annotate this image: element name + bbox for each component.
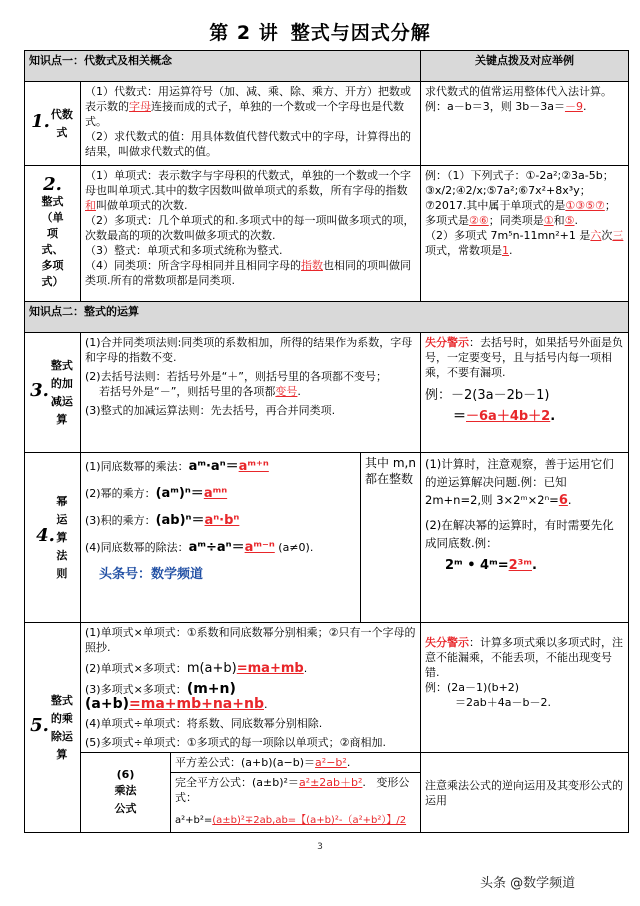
section-1-title: 知识点一：代数式及相关概念 — [25, 51, 421, 82]
row-2-line-3: （3）整式：单项式和多项式统称为整式. — [85, 244, 283, 257]
section-2-title: 知识点二：整式的运算 — [25, 302, 629, 333]
row-multiply-divide — [25, 623, 629, 753]
row-3-answer: ＝－6a＋4b＋2. — [453, 409, 556, 424]
row-4-tip-1: (1)计算时，注意观察，善于运用它们的逆运算解决问题.例：已知 2m+n=2,则 3×2ᵐ×2ⁿ=6. — [425, 457, 614, 508]
row-4-tip — [421, 453, 629, 623]
row-4-tip-2-example: 2ᵐ • 4ᵐ=2³ᵐ. — [445, 558, 537, 573]
row-4-rule-2: (2)幂的乘方：(aᵐ)ⁿ＝aᵐⁿ — [85, 486, 228, 501]
row-5-name: 整式的乘除运算 — [50, 693, 73, 761]
row-1-tip — [421, 82, 629, 166]
row-2-line-1: （1）单项式：表示数字与字母积的代数式，单独的一个数或一个字母也叫单项式.其中的数字因数叫做单项式的系数，所有字母的指数和叫做单项式的次数. — [85, 169, 411, 212]
row-3-name: 整式的加减运算 — [50, 358, 73, 426]
row-5-tip — [421, 623, 629, 753]
row-4-rule-3: (3)积的乘方：(ab)ⁿ＝aⁿ·bⁿ — [85, 513, 240, 528]
row-1-label — [25, 82, 81, 166]
formula-name: 乘法公式 — [114, 784, 137, 815]
section-1-tip-header: 关键点拨及对应举例 — [421, 51, 629, 82]
row-1-number: 1. — [31, 110, 50, 132]
row-4-label — [25, 453, 81, 623]
row-3-example: 例：－2(3a－2b－1) — [425, 388, 550, 403]
row-2-tip — [421, 166, 629, 302]
row-5-rule-2: (2)单项式×多项式：m(a+b)=ma+mb. — [85, 661, 308, 676]
row-4-name: 幂运算法则 — [56, 494, 68, 580]
row-add-subtract — [25, 333, 629, 453]
row-5-rule-4: (4)单项式÷单项式：将系数、同底数幂分别相除. — [85, 717, 323, 730]
row-4-content — [81, 453, 361, 623]
row-3-content — [81, 333, 421, 453]
formula-difference-of-squares: 平方差公式：(a+b)(a−b)＝a²−b². — [171, 753, 420, 773]
formula-number: (6) — [116, 768, 135, 781]
row-polynomial — [25, 166, 629, 302]
row-3-line-3: 若括号外是“－”，则括号里的各项都变号. — [99, 385, 301, 398]
row-3-line-4: (3)整式的加减运算法则：先去括号，再合并同类项. — [85, 404, 336, 417]
row-5-rule-5: (5)多项式÷单项式：①多项式的每一项除以单项式；②商相加. — [85, 736, 387, 749]
row-3-number: 3. — [30, 379, 49, 401]
knowledge-table — [24, 50, 629, 833]
row-2-example-2: （2）多项式 7m⁵n-11mn²+1 是六次三项式，常数项是1. — [425, 229, 624, 257]
row-5-label — [25, 623, 81, 833]
row-5-answer: ＝2ab＋4a－b－2. — [455, 696, 551, 709]
row-power-rules — [25, 453, 629, 623]
formula-label — [81, 753, 171, 833]
formula-content — [171, 753, 421, 833]
row-2-line-4: （4）同类项：所含字母相同并且相同字母的指数也相同的项叫做同类项.所有的常数项都是同类项. — [85, 259, 411, 287]
row-2-number: 2. — [43, 174, 62, 195]
page-number: 3 — [317, 842, 323, 852]
row-1-line-1: （1）代数式：用运算符号（加、减、乘、除、乘方、开方）把数或表示数的字母连接而成的式子，单独的一个数或一个字母也是代数式。 — [85, 85, 411, 128]
row-algebraic-expression — [25, 82, 629, 166]
row-1-name: 代数式 — [50, 107, 73, 139]
row-4-rule-4: (4)同底数幂的除法：aᵐ÷aⁿ＝aᵐ⁻ⁿ (a≠0). — [85, 540, 314, 555]
row-3-label — [25, 333, 81, 453]
row-3-line-2: (2)去括号法则：若括号外是“＋”，则括号里的各项都不变号； — [85, 370, 387, 383]
row-1-example: 例：a－b＝3，则 3b－3a＝－9. — [425, 100, 587, 113]
row-1-tip-text: 求代数式的值常运用整体代入法计算。 — [425, 85, 612, 98]
row-1-content — [81, 82, 421, 166]
page-title — [0, 18, 640, 45]
row-4-tip-2: (2)在解决幂的运算时，有时需要先化成同底数.例： — [425, 518, 614, 550]
row-2-label — [25, 166, 81, 302]
section-1-header — [25, 51, 629, 82]
row-4-number: 4. — [36, 524, 55, 546]
section-2-header — [25, 302, 629, 333]
row-2-example-1: 例：（1）下列式子：①-2a²;②3a-5b；③x/2;④2/x;⑤7a²;⑥7x²+8x³y；⑦2017.其中属于单项式的是①③⑤⑦；多项式是②⑥；同类项是①和⑤. — [425, 169, 616, 227]
row-5-rule-1: (1)单项式×单项式：①系数和同底数幂分别相乘；②只有一个字母的照抄. — [85, 626, 416, 654]
watermark-text: 头条 @数学频道 — [480, 876, 576, 891]
lesson-name: 整式与因式分解 — [290, 22, 431, 44]
row-5-rule-3: (3)多项式×多项式：(m+n)(a+b)=ma+mb+na+nb. — [85, 681, 268, 712]
row-3-warning: 失分警示：去括号时，如果括号外面是负号，一定要变号，且与括号内每一项相乘，不要有漏项. — [425, 336, 623, 379]
lesson-number: 第 2 讲 — [209, 22, 279, 44]
formula-variant: a²+b²=(a±b)²∓2ab,ab=【(a+b)²-（a²+b²）】/2 — [175, 815, 407, 826]
row-3-line-1: (1)合并同类项法则:同类项的系数相加，所得的结果作为系数，字母和字母的指数不变. — [85, 336, 413, 364]
row-5-warning: 失分警示：计算多项式乘以多项式时，注意不能漏乘，不能丢项，不能出现变号错. — [425, 636, 623, 679]
formula-perfect-square: 完全平方公式：(a±b)²＝a²±2ab＋b². 变形公式： — [175, 776, 410, 804]
row-4-note: 其中 m,n 都在整数 — [361, 453, 421, 623]
row-2-content — [81, 166, 421, 302]
row-2-name: 整式（单项式、多项式） — [41, 195, 64, 288]
row-2-line-2: （2）多项式：几个单项式的和.多项式中的每一项叫做多项式的项，次数最高的项的次数叫做多项式的次数. — [85, 214, 415, 242]
row-1-line-2: （2）求代数式的值：用具体数值代替代数式中的字母，计算得出的结果，叫做求代数式的值。 — [85, 130, 411, 158]
row-5-number: 5. — [30, 714, 49, 736]
brand-label: 头条号：数学频道 — [99, 567, 204, 582]
row-5-content — [81, 623, 421, 753]
row-formulas — [25, 753, 629, 833]
row-5-example: 例：(2a－1)(b+2) — [425, 681, 520, 694]
row-4-rule-1: (1)同底数幂的乘法：aᵐ·aⁿ＝aᵐ⁺ⁿ — [85, 459, 269, 474]
row-3-tip — [421, 333, 629, 453]
formula-tip: 注意乘法公式的逆向运用及其变形公式的运用 — [421, 753, 629, 833]
